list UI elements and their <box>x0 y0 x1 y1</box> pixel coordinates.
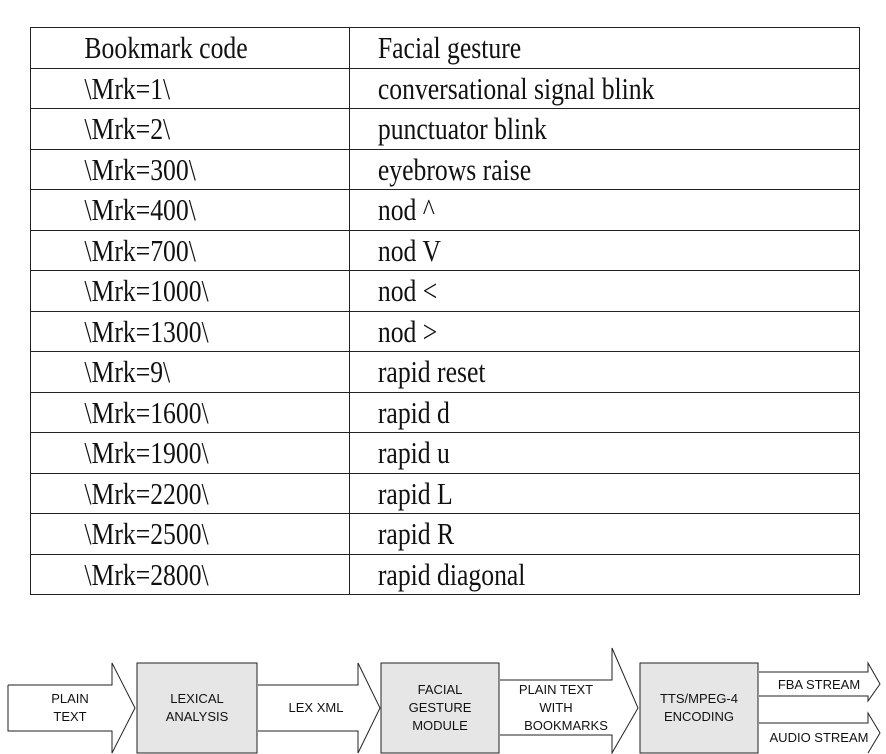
table-row <box>64 230 827 271</box>
facial-gesture-cell: nod V <box>357 230 826 271</box>
bookmark-code-cell: \Mrk=700\ <box>64 230 357 271</box>
plain-text-arrow <box>8 663 135 753</box>
bookmarks-label-1: PLAIN TEXT <box>518 682 594 697</box>
facial-gesture-cell: rapid reset <box>357 352 826 393</box>
tts-label-1: TTS/MPEG-4 <box>659 691 739 706</box>
table-row <box>64 514 827 555</box>
pipeline-diagram <box>0 645 886 754</box>
facial-gesture-cell: punctuator blink <box>357 109 826 150</box>
bookmark-code-cell: \Mrk=300\ <box>64 149 357 190</box>
header-bookmark-code: Bookmark code <box>64 28 357 69</box>
bookmark-code-cell: \Mrk=1600\ <box>64 392 357 433</box>
lexical-analysis-box <box>137 663 257 753</box>
table-row <box>64 68 827 109</box>
table-row <box>64 149 827 190</box>
fba-stream-label: FBA STREAM <box>777 677 861 692</box>
bookmark-code-cell: \Mrk=9\ <box>64 352 357 393</box>
header-facial-gesture: Facial gesture <box>357 28 826 69</box>
bookmark-gesture-table <box>30 27 860 595</box>
bookmarks-label-2: WITH <box>539 700 573 715</box>
table-row <box>64 352 827 393</box>
bookmark-code-cell: \Mrk=2500\ <box>64 514 357 555</box>
table-header-row <box>64 28 827 69</box>
lexical-label-2: ANALYSIS <box>165 709 229 724</box>
facial-gesture-cell: nod > <box>357 311 826 352</box>
bookmark-code-cell: \Mrk=2\ <box>64 109 357 150</box>
facial-label-2: GESTURE <box>408 700 472 715</box>
facial-gesture-cell: nod ^ <box>357 190 826 231</box>
bookmarks-label-3: BOOKMARKS <box>524 718 608 733</box>
facial-gesture-cell: rapid d <box>357 392 826 433</box>
table-row <box>64 190 827 231</box>
table-row <box>64 311 827 352</box>
bookmark-code-cell: \Mrk=1\ <box>64 68 357 109</box>
table-row <box>64 473 827 514</box>
facial-gesture-cell: nod < <box>357 271 826 312</box>
tts-label-2: ENCODING <box>663 709 735 724</box>
bookmark-code-cell: \Mrk=2800\ <box>64 554 357 595</box>
bookmark-code-cell: \Mrk=1900\ <box>64 433 357 474</box>
bookmark-code-cell: \Mrk=2200\ <box>64 473 357 514</box>
tts-encoding-box <box>640 663 758 753</box>
facial-gesture-cell: rapid u <box>357 433 826 474</box>
facial-gesture-cell: rapid R <box>357 514 826 555</box>
table-row <box>64 433 827 474</box>
facial-label-1: FACIAL <box>417 682 463 697</box>
bookmark-code-cell: \Mrk=400\ <box>64 190 357 231</box>
bookmark-code-cell: \Mrk=1300\ <box>64 311 357 352</box>
plain-text-label-2: TEXT <box>53 709 87 724</box>
facial-gesture-cell: rapid diagonal <box>357 554 826 595</box>
table-row <box>64 554 827 595</box>
lex-xml-label: LEX XML <box>288 700 344 715</box>
audio-stream-label: AUDIO STREAM <box>769 730 869 745</box>
table-row <box>64 109 827 150</box>
facial-gesture-cell: conversational signal blink <box>357 68 826 109</box>
bookmark-code-cell: \Mrk=1000\ <box>64 271 357 312</box>
facial-gesture-cell: rapid L <box>357 473 826 514</box>
facial-label-3: MODULE <box>412 718 468 733</box>
lexical-label-1: LEXICAL <box>170 691 224 706</box>
table-row <box>64 271 827 312</box>
facial-gesture-cell: eyebrows raise <box>357 149 826 190</box>
table-row <box>64 392 827 433</box>
plain-text-label-1: PLAIN <box>51 691 89 706</box>
